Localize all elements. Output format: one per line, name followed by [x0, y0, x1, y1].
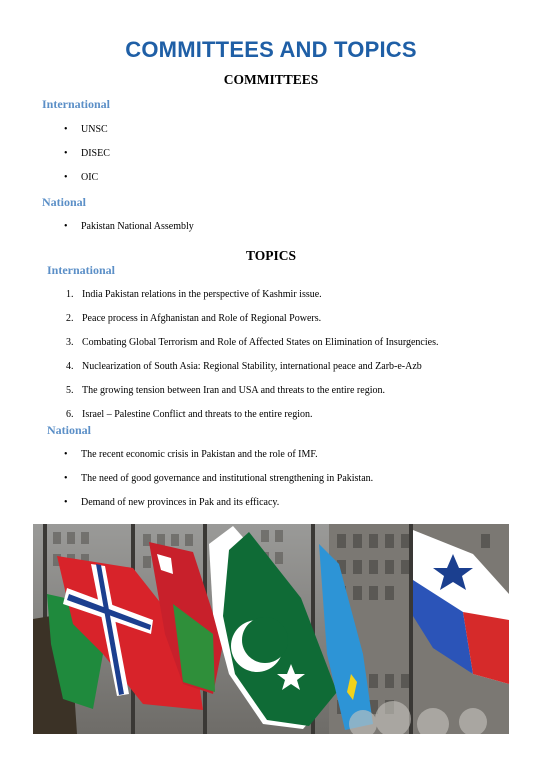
bullet-icon: •	[64, 172, 68, 183]
flags-illustration	[33, 524, 509, 734]
list-item: • DISEC	[64, 148, 110, 159]
bullet-icon: •	[64, 449, 68, 460]
bullet-icon: •	[64, 473, 68, 484]
committees-international-list	[64, 124, 110, 196]
committees-national-label: National	[42, 195, 87, 209]
page-title: COMMITTEES AND TOPICS	[125, 37, 417, 62]
committees-heading: COMMITTEES	[223, 72, 319, 87]
list-item: • OIC	[64, 172, 99, 183]
flags-photo	[33, 524, 509, 734]
list-item: 3. Combating Global Terrorism and Role of Affected States on Elimination of Insurgencies.	[66, 337, 439, 348]
list-item: 4. Nuclearization of South Asia: Regional Stability, international peace and Zarb-e-Azb	[66, 361, 422, 372]
list-item: 1. India Pakistan relations in the perspective of Kashmir issue.	[66, 289, 322, 300]
committees-international-label: International	[42, 97, 111, 111]
list-item: 5. The growing tension between Iran and USA and threats to the entire region.	[66, 385, 385, 396]
list-item: 6. Israel – Palestine Conflict and threats to the entire region.	[66, 409, 313, 420]
list-item: • Demand of new provinces in Pak and its efficacy.	[64, 497, 280, 508]
topics-international-list	[66, 289, 438, 433]
list-item: • UNSC	[64, 124, 108, 135]
bullet-icon: •	[64, 221, 68, 232]
bullet-icon: •	[64, 124, 68, 135]
list-item: • The need of good governance and institutional strengthening in Pakistan.	[64, 473, 374, 484]
list-item: • The recent economic crisis in Pakistan and the role of IMF.	[64, 449, 318, 460]
topics-national-list	[64, 449, 373, 521]
committees-national-list	[64, 221, 194, 245]
bullet-icon: •	[64, 497, 68, 508]
list-item: • Pakistan National Assembly	[64, 221, 194, 232]
topics-international-label: International	[47, 263, 116, 277]
topics-national-label: National	[47, 423, 92, 437]
topics-heading: TOPICS	[245, 248, 297, 263]
list-item: 2. Peace process in Afghanistan and Role of Regional Powers.	[66, 313, 322, 324]
bullet-icon: •	[64, 148, 68, 159]
